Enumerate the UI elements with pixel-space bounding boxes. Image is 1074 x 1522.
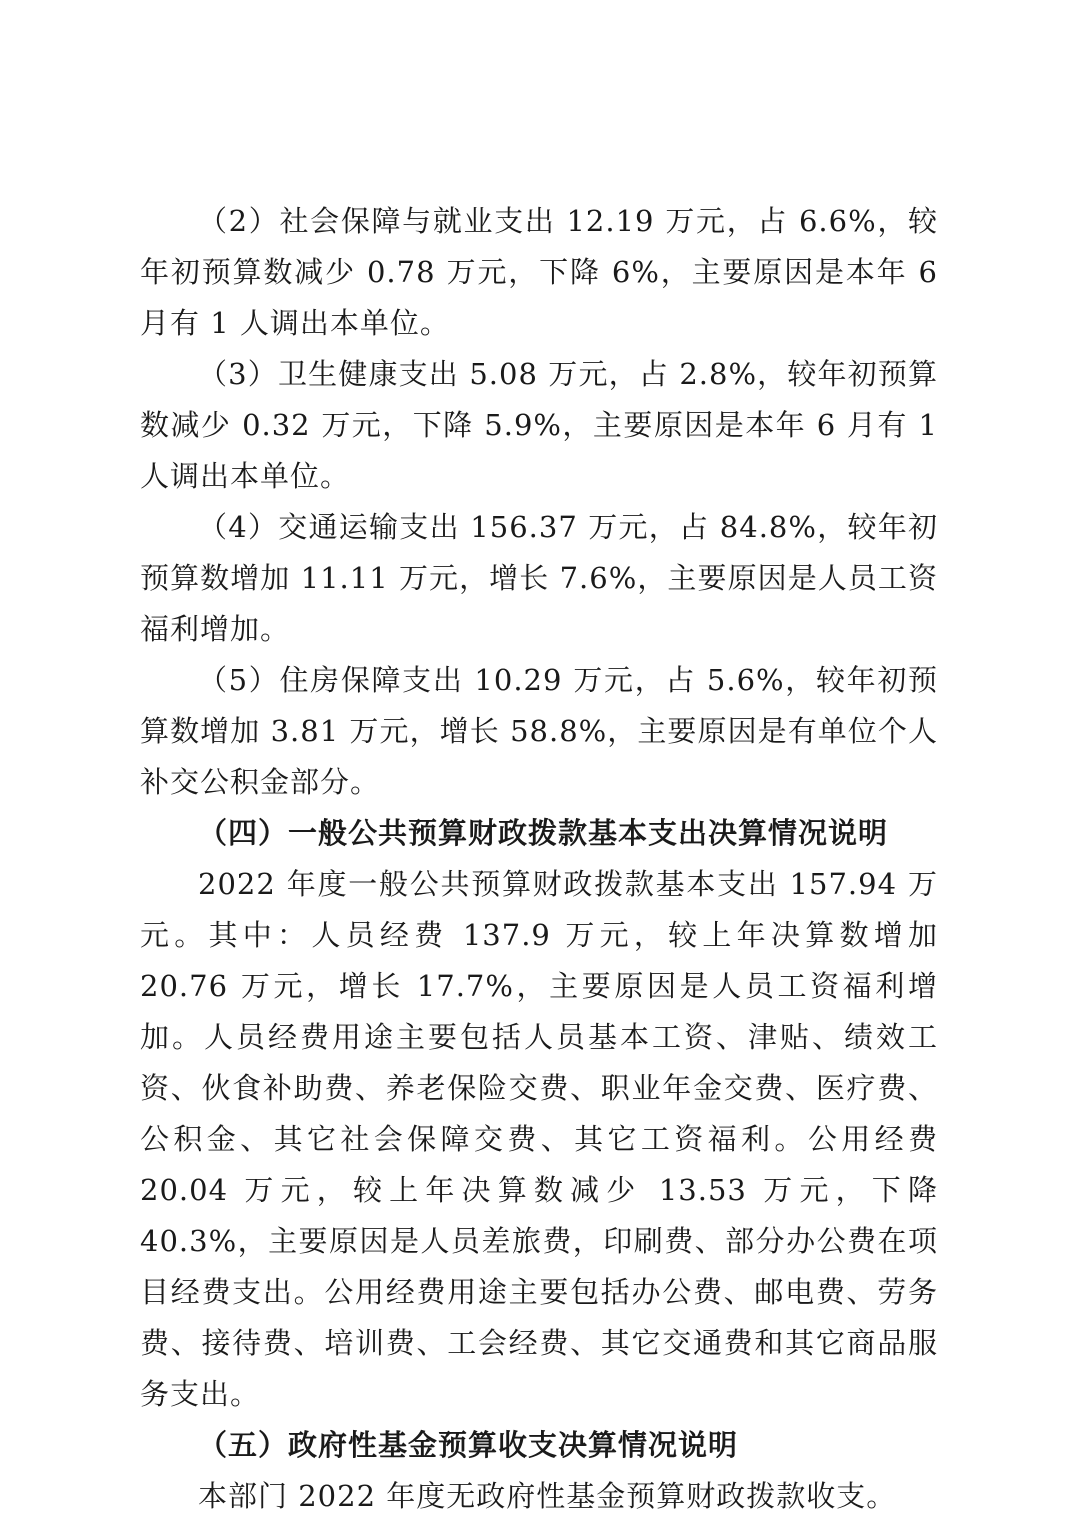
paragraph-housing: （5）住房保障支出 10.29 万元，占 5.6%，较年初预算数增加 3.81 万元，增长 58.8%，主要原因是有单位个人补交公积金部分。 [140, 663, 938, 799]
paragraph-basic-expenditure: 2022 年度一般公共预算财政拨款基本支出 157.94 万元。其中：人员经费 137.9 万元，较上年决算数增加 20.76 万元，增长 17.7%，主要原因是人员工资福利增加。人员经费用途主要包括人员基本工资、津贴、绩效工资、伙食补助费、养老保险交费、职业年金交费、医疗费、公积金、其它社会保障交费、其它工资福利。公用经费 20.04 万元，较上年决算数减少 13.53 万元，下降 40.3%，主要原因是人员差旅费，印刷费、部分办公费在项目经费支出。公用经费用途主要包括办公费、邮电费、劳务费、接待费、培训费、工会经费、其它交通费和其它商品服务支出。 [140, 867, 938, 1411]
paragraph-transport: （4）交通运输支出 156.37 万元，占 84.8%，较年初预算数增加 11.11 万元，增长 7.6%，主要原因是人员工资福利增加。 [140, 510, 938, 646]
section-heading-basic-expenditure: （四）一般公共预算财政拨款基本支出决算情况说明 [198, 816, 889, 850]
paragraph-health: （3）卫生健康支出 5.08 万元，占 2.8%，较年初预算数减少 0.32 万元，下降 5.9%，主要原因是本年 6 月有 1 人调出本单位。 [140, 357, 938, 493]
document-page [140, 196, 938, 1522]
paragraph-government-fund: 本部门 2022 年度无政府性基金预算财政拨款收支。 [198, 1479, 897, 1513]
section-heading-government-fund: （五）政府性基金预算收支决算情况说明 [198, 1428, 739, 1462]
paragraph-social-security: （2）社会保障与就业支出 12.19 万元，占 6.6%，较年初预算数减少 0.78 万元，下降 6%，主要原因是本年 6 月有 1 人调出本单位。 [140, 204, 938, 340]
